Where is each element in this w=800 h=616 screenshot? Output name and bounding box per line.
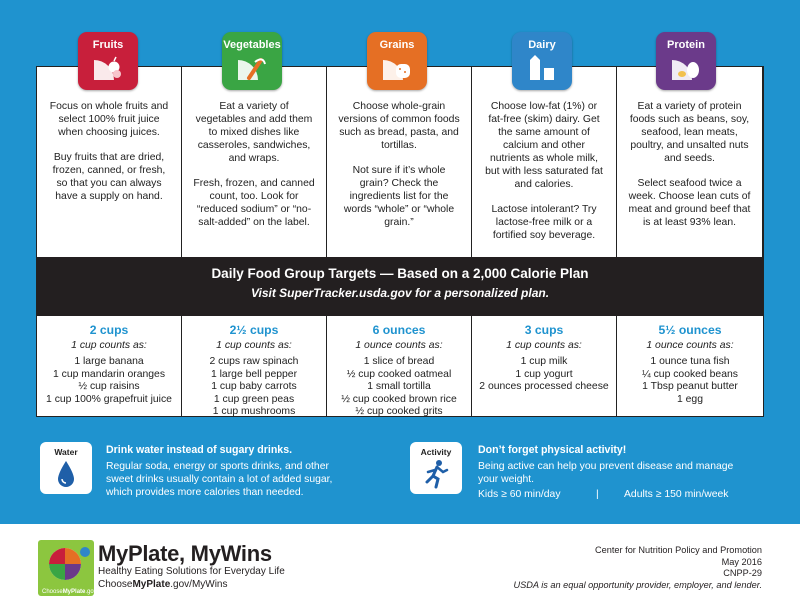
dairy-counts-as: 1 cup counts as: <box>506 339 582 351</box>
credit-line: Center for Nutrition Policy and Promotion <box>595 545 762 555</box>
list-item: ½ cup cooked brown rice <box>341 393 457 405</box>
water-icon-label: Water <box>54 447 78 457</box>
grains-counts-as: 1 ounce counts as: <box>355 339 443 351</box>
vegetables-amount: 2½ cups <box>229 323 279 337</box>
fruits-text-1: Focus on whole fruits and select 100% fruit juice when choosing juices. <box>49 101 169 138</box>
runner-icon <box>423 459 449 489</box>
dairy-text-2: Lactose intolerant? Try lactose-free milk or a fortified soy beverage. <box>491 204 597 241</box>
brand-url[interactable] <box>98 579 228 590</box>
list-item: 1 Tbsp peanut butter <box>642 381 738 392</box>
activity-kids: Kids ≥ 60 min/day <box>478 489 561 500</box>
water-tip-icon <box>40 442 92 494</box>
vegetables-counts-as: 1 cup counts as: <box>216 339 292 351</box>
credit-line: May 2016 <box>721 556 762 567</box>
list-item: 1 cup yogurt <box>515 368 573 380</box>
protein-icon <box>656 32 716 90</box>
vegetables-target <box>182 316 327 417</box>
url-bold: MyPlate <box>132 579 171 590</box>
list-item: 1 cup green peas <box>213 393 295 405</box>
fruits-column <box>37 67 182 257</box>
list-item: 1 large banana <box>74 356 144 367</box>
vegetables-text-1: Eat a variety of vegetables and add them to mixed dishes like casseroles, sandwiches, and wraps. <box>195 101 313 164</box>
grains-amount: 6 ounces <box>372 323 426 337</box>
list-item: 1 slice of bread <box>363 356 435 367</box>
water-drop-icon <box>55 459 77 489</box>
protein-counts-as: 1 ounce counts as: <box>646 339 734 351</box>
fruits-amount: 2 cups <box>89 323 129 337</box>
targets-band <box>37 257 763 316</box>
logo-text-pre: Choose <box>42 589 63 595</box>
targets-band-subtitle: Visit SuperTracker.usda.gov for a personalized plan. <box>250 286 550 300</box>
list-item: 1 large bell pepper <box>210 368 298 380</box>
protein-text-2: Select seafood twice a week. Choose lean cuts of meat and ground beef that is at least 93% lean. <box>628 178 751 228</box>
vegetables-text-2: Fresh, frozen, and canned count, too. Look for “reduced sodium” or “no-salt-added” on the label. <box>193 178 315 228</box>
url-pre: Choose <box>98 579 133 590</box>
myplate-logo <box>38 540 97 596</box>
fruits-target <box>37 316 182 417</box>
activity-body: Being active can help you prevent disease and manage your weight. <box>478 461 734 485</box>
svg-text:ChooseMyPlate.gov <box>42 589 97 595</box>
activity-separator: | <box>596 489 599 500</box>
list-item: ½ cup raisins <box>78 381 140 392</box>
vegetables-icon <box>222 32 282 90</box>
list-item: 1 small tortilla <box>367 381 431 392</box>
targets-band-title: Daily Food Group Targets — Based on a 2,000 Calorie Plan <box>211 266 589 281</box>
logo-text-bold: MyPlate <box>62 589 86 595</box>
fruits-text-2: Buy fruits that are dried, frozen, canned, or fresh, so that you can always have a supply on hand. <box>52 152 166 202</box>
list-item: ¼ cup cooked beans <box>642 368 738 380</box>
activity-adults: Adults ≥ 150 min/week <box>624 489 729 500</box>
fruits-counts-as: 1 cup counts as: <box>71 339 147 351</box>
dairy-icon <box>512 32 572 90</box>
list-item: ½ cup cooked oatmeal <box>346 368 452 380</box>
grains-column <box>327 67 472 257</box>
grains-text-1: Choose whole-grain versions of common foods such as bread, pasta, and tortillas. <box>338 101 460 151</box>
list-item: 1 cup 100% grapefruit juice <box>46 393 172 405</box>
dairy-column <box>472 67 617 257</box>
brand-title: MyPlate, MyWins <box>98 541 272 566</box>
grains-icon <box>367 32 427 90</box>
grains-text-2: Not sure if it’s whole grain? Check the ingredients list for the words “whole” or “whole grain.” <box>343 165 455 228</box>
fruits-label: Fruits <box>92 39 124 51</box>
logo-text-post: .gov <box>85 589 97 595</box>
water-body: Regular soda, energy or sports drinks, and other sweet drinks usually contain a lot of added sugar, which provides more calories than needed. <box>106 461 333 498</box>
protein-amount: 5½ ounces <box>658 323 722 337</box>
list-item: 2 ounces processed cheese <box>479 381 609 392</box>
grains-target <box>327 316 472 417</box>
protein-column <box>617 67 763 257</box>
dairy-amount: 3 cups <box>524 323 564 337</box>
protein-label: Protein <box>667 39 705 51</box>
fruits-icon <box>78 32 138 90</box>
url-post: .gov/MyWins <box>170 579 228 590</box>
credit-equal-opportunity: USDA is an equal opportunity provider, employer, and lender. <box>513 579 762 590</box>
credit-line: CNPP-29 <box>723 568 762 578</box>
list-item: 1 ounce tuna fish <box>650 356 730 367</box>
list-item: 1 egg <box>676 393 703 405</box>
list-item: 1 cup baby carrots <box>211 381 297 392</box>
dairy-label: Dairy <box>528 39 556 51</box>
list-item: ½ cup cooked grits <box>355 406 443 417</box>
dairy-target <box>472 316 617 417</box>
credit-block <box>513 545 762 591</box>
protein-text-1: Eat a variety of protein foods such as beans, soy, seafood, lean meats, poultry, and unsalted nuts and seeds. <box>629 101 750 164</box>
protein-target <box>617 316 763 417</box>
list-item: 1 cup mandarin oranges <box>52 368 166 380</box>
dairy-text-1: Choose low-fat (1%) or fat-free (skim) dairy. Get the same amount of calcium and other nutrients as whole milk, but with less saturated fat and calories. <box>485 101 603 190</box>
vegetables-label: Vegetables <box>223 39 281 51</box>
vegetables-column <box>182 67 327 257</box>
myplate-plate-icon <box>38 540 97 596</box>
water-heading: Drink water instead of sugary drinks. <box>106 444 293 456</box>
list-item: 2 cups raw spinach <box>209 356 299 367</box>
brand-subtitle: Healthy Eating Solutions for Everyday Life <box>98 566 285 577</box>
activity-tip-icon <box>410 442 462 494</box>
activity-icon-label: Activity <box>420 447 452 457</box>
food-group-panel <box>36 66 764 417</box>
list-item: 1 cup milk <box>520 356 568 367</box>
grains-label: Grains <box>379 39 415 51</box>
activity-heading: Don’t forget physical activity! <box>478 444 627 456</box>
list-item: 1 cup mushrooms <box>212 406 296 417</box>
